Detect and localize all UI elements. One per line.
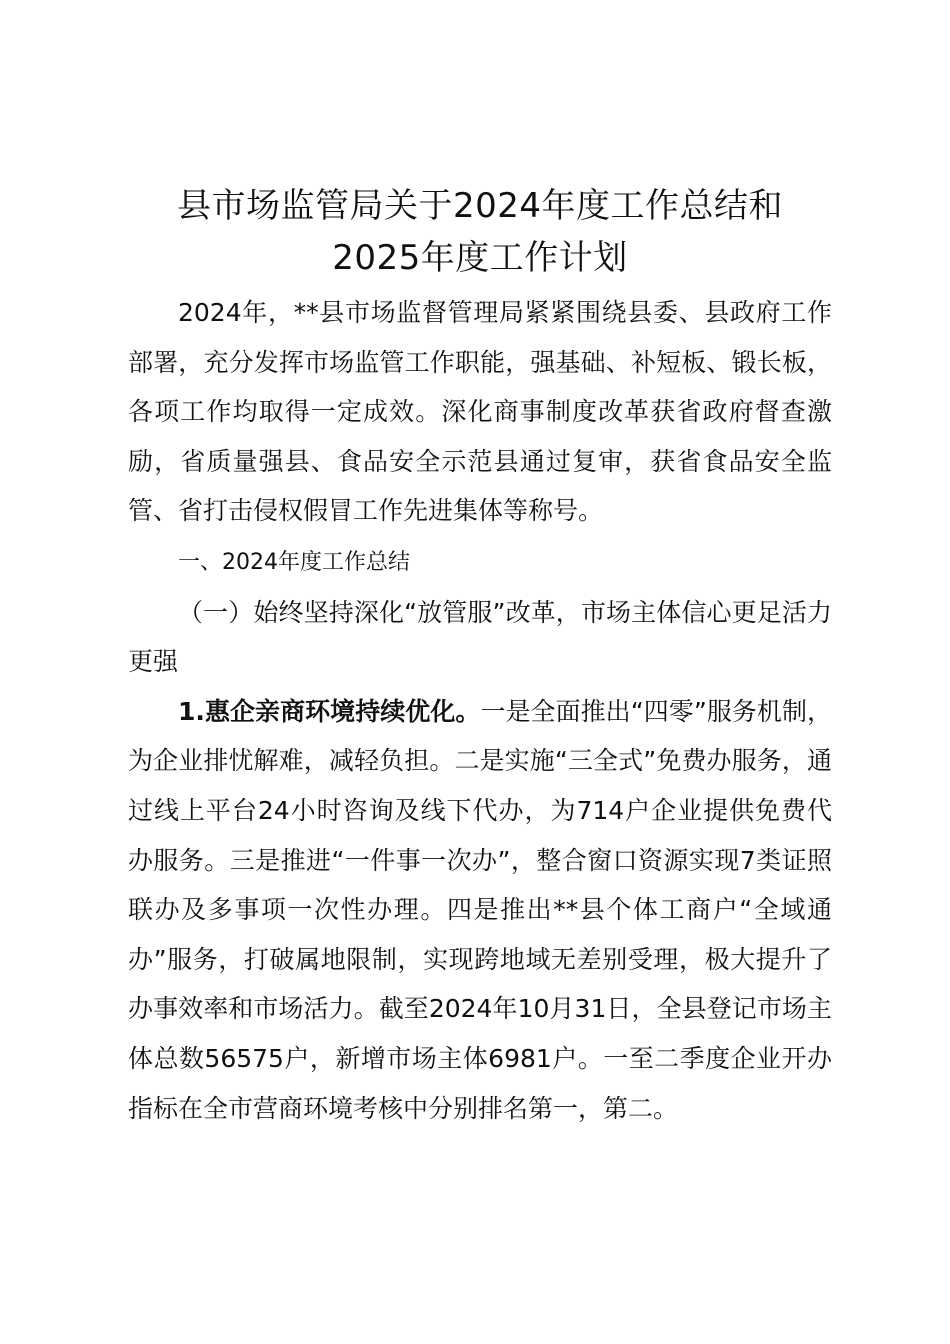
item-1-paragraph (128, 687, 832, 1133)
item-1-title: 1.惠企亲商环境持续优化。 (178, 696, 481, 726)
section-1-heading-text: 一、2024年度工作总结 (178, 549, 410, 575)
item-1-body: 一是全面推出“四零”服务机制，为企业排忧解难，减轻负担。二是实施“三全式”免费办服务，通过线上平台24小时咨询及线下代办，为714户企业提供免费代办服务。三是推进“一件事一次办”，整合窗口资源实现7类证照联办及多事项一次性办理。四是推出**县个体工商户“全域通办”服务，打破属地限制，实现跨地域无差别受理，极大提升了办事效率和市场活力。截至2024年10月31日，全县登记市场主体总数56575户，新增市场主体6981户。一至二季度企业开办指标在全市营商环境考核中分别排名第一，第二。 (128, 696, 832, 1123)
title-line-2: 2025年度工作计划 (332, 238, 628, 278)
section-1-heading (128, 536, 832, 588)
document-title (128, 180, 832, 284)
intro-paragraph: 2024年，**县市场监督管理局紧紧围绕县委、县政府工作部署，充分发挥市场监管工作职能，强基础、补短板、锻长板，各项工作均取得一定成效。深化商事制度改革获省政府督查激励，省质量强县、食品安全示范县通过复审，获省食品安全监管、省打击侵权假冒工作先进集体等称号。 (128, 298, 832, 526)
title-line-1: 县市场监管局关于2024年度工作总结和 (176, 186, 784, 226)
document-body (128, 288, 832, 1133)
subsection-1-heading: （一）始终坚持深化“放管服”改革，市场主体信心更足活力更强 (128, 597, 832, 677)
